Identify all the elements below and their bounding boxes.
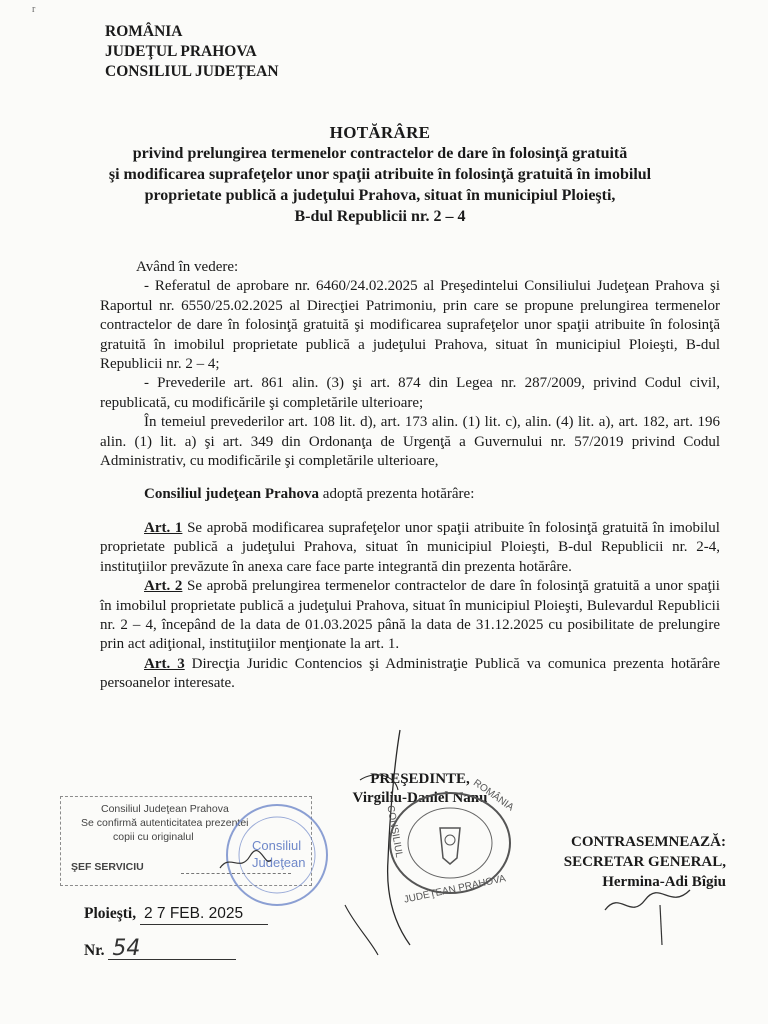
document-header	[105, 22, 279, 82]
title-line-2: şi modificarea suprafeţelor unor spaţii atribuite în folosinţă gratuită în imobilul	[108, 166, 652, 183]
article-1	[100, 519, 720, 577]
title-main: HOTĂRÂRE	[329, 123, 431, 142]
title-line-1: privind prelungirea termenelor contractelor de dare în folosinţă gratuită	[132, 145, 628, 162]
seal-top-text: ROMÂNIA	[471, 777, 516, 814]
president-title: PREŞEDINTE,	[370, 771, 470, 787]
blue-stamp-text-2: Judeţean	[252, 855, 306, 870]
auth-stamp-line-3: copii cu originalul	[113, 831, 194, 843]
document-body	[100, 258, 720, 694]
blue-stamp-text-1: Consiliul	[252, 838, 302, 853]
secretary-name: Hermina-Adi Bîgiu	[602, 874, 726, 890]
article-1-label: Art. 1	[144, 519, 183, 536]
secretary-title: SECRETAR GENERAL,	[563, 854, 726, 870]
corner-mark: r	[32, 4, 36, 15]
auth-stamp-line-2: Se confirmă autenticitatea prezentei	[81, 817, 249, 829]
secretary-signature-icon	[600, 880, 700, 950]
header-council: CONSILIUL JUDEŢEAN	[105, 63, 279, 80]
president-name: Virgiliu-Daniel Nanu	[352, 790, 488, 806]
document-footer	[84, 904, 268, 961]
adoption-clause	[100, 485, 720, 504]
considerent-2: - Prevederile art. 861 alin. (3) şi art. 874 din Legea nr. 287/2009, privind Codul civil, republicată, cu modificările şi completările ulterioare;	[100, 375, 720, 411]
article-2-label: Art. 2	[144, 578, 183, 595]
article-2	[100, 577, 720, 655]
adoption-council: Consiliul judeţean Prahova	[144, 486, 320, 503]
number-line	[84, 936, 268, 961]
seal-left-text: CONSILIUL	[384, 804, 405, 859]
header-country: ROMÂNIA	[105, 23, 183, 40]
number-label: Nr.	[84, 942, 105, 959]
place-label: Ploieşti,	[84, 905, 137, 922]
legal-basis: În temeiul prevederilor art. 108 lit. d), art. 173 alin. (1) lit. c), alin. (4) lit. a), art. 182, art. 196 alin. (1) lit. a) şi art. 349 din Ordonanţa de Urgenţă a Guvernului nr. 57/2019 privind Codul Administrativ, cu modificările şi completările ulterioare,	[100, 414, 720, 470]
document-title	[100, 122, 660, 227]
auth-stamp-line-1: Consiliul Judeţean Prahova	[101, 803, 229, 815]
seal-bottom-text: JUDEŢEAN PRAHOVA	[402, 873, 507, 906]
chief-signature-icon	[215, 848, 275, 878]
header-county: JUDEŢUL PRAHOVA	[105, 43, 257, 60]
date-stamp: 2 7 FEB. 2025	[140, 904, 268, 925]
place-date-line	[84, 904, 268, 925]
article-3-text: Direcţia Juridic Contencios şi Administraţie Publică va comunica prezenta hotărâre persoanelor interesate.	[100, 655, 720, 692]
title-line-4: B-dul Republicii nr. 2 – 4	[294, 208, 466, 225]
title-line-3: proprietate publică a judeţului Prahova, situat în municipiul Ploieşti,	[144, 187, 616, 204]
number-value: 54	[108, 939, 236, 960]
article-3	[100, 655, 720, 694]
adoption-rest: adoptă prezenta hotărâre:	[319, 486, 475, 503]
considerent-1: - Referatul de aprobare nr. 6460/24.02.2025 al Preşedintelui Consiliului Judeţean Prahova şi Raportul nr. 6550/25.02.2025 al Direcţiei Patrimoniu, prin care se propune prelungirea termenelor contractelor de dare în folosinţă gratuită şi modificarea suprafeţelor unor spaţii atribuite în folosinţă gratuită în imobilul proprietate publică a judeţului Prahova, situat în municipiul Ploieşti, B-dul Republicii nr. 2 – 4;	[100, 278, 720, 373]
intro-text: Având în vedere:	[136, 259, 239, 275]
article-3-label: Art. 3	[144, 655, 185, 672]
auth-stamp-line-4: ŞEF SERVICIU	[71, 861, 144, 873]
article-2-text: Se aprobă prelungirea termenelor contractelor de dare în folosinţă gratuită a unor spaţii în imobilul proprietate publică a judeţului Prahova, situat în municipiul Ploieşti, Bulevardul Republicii nr. 2 – 4, începând de la data de 01.03.2025 până la data de 31.12.2025 cu posibilitate de prelungire prin act adiţional, instituţiilor menţionate la art. 1.	[100, 578, 720, 653]
article-1-text: Se aprobă modificarea suprafeţelor unor spaţii atribuite în folosinţă gratuită în imobilul proprietate publică a judeţului Prahova, situat în municipiul Ploieşti, B-dul Republicii nr. 2-4, instituţiilor prevăzute în anexa care face parte integrantă din prezenta hotărâre.	[100, 519, 720, 575]
countersign-title: CONTRASEMNEAZĂ:	[570, 834, 726, 850]
